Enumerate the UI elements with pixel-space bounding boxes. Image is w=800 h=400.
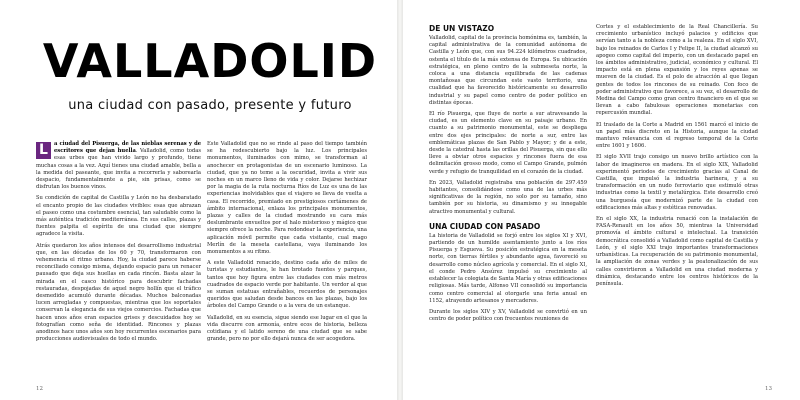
intro-paragraph [36,141,201,191]
section-heading: UNA CIUDAD CON PASADO [429,221,541,231]
lead-text: a ciudad del Pisuerga, de las nieblas serenas y de escritores que dejan huella [54,141,201,155]
page-number: 12 [36,386,43,392]
paragraph: Cortes y el establecimiento de la Real Chancillería. Su crecimiento urbanístico incluyó palacios y edificios que servían tanto a la nobleza como a la realeza. En el siglo XVI, bajo los reinados de Carlos I y Felipe II, la ciudad alcanzó su apogeo como capital del imperio, con un destacado papel en los ámbitos administrativo, judicial, económico y cultural. El impacto está en plena expansión y los reyes apenas se mueven de la ciudad. Es el polo de atracción al que llegan gentes de todos los rincones de su reinado. Con foco de poder administrativo que favorece, a su vez, el desarrollo de Medina del Campo como gran centro financiero en el que se llevan a cabo fabulosas operaciones monetarias con repercusión mundial. [596,24,758,117]
paragraph: El traslado de la Corte a Madrid en 1561 marcó el inicio de un papel más discreto en la Historia, aunque la ciudad mantuvo relevancia con el regreso temporal de la Corte entre 1601 y 1606. [596,121,758,150]
section-heading: DE UN VISTAZO [429,24,495,33]
paragraph: El siglo XVII trajo consigo un nuevo brillo artístico con la labor de imagineros en madera. En el siglo XIX, Valladolid experimentó periodos de crecimiento gracias al Canal de Castilla, que impulsó la industria harinera, y a su transformación en un nudo ferroviario que estimuló otras industrias como la textil y metalúrgica. Este desarrollo creó una burguesía que modernizó parte de la ciudad con edificaciones más altas y estéticas renovadas. [596,154,758,211]
page-number: 13 [765,386,772,392]
paragraph: Valladolid, capital de la provincia homónima es, también, la capital administrativa de la comunidad autónoma de Castilla y León que, con sus 94.224 kilómetros cuadrados, ostenta el título de la más extensa de Europa. Su ubicación estratégica, en pleno centro de la submeseta norte, la coloca a una distancia equilibrada de las cadenas montañosas que circundan este vasto territorio, una cualidad que ha favorecido históricamente su desarrollo industrial y su papel como centro de poder político en distintas épocas. [429,35,587,106]
right-column-1 [429,24,587,327]
intro-text: . Valladolid, como todas esas urbes que han vivido largo y profundo, tiene muchas cosas a la vez. Aquí tienes una ciudad amable, bella a la medida del paseante, que invita a recorrerla y saborearla despacio, fundamentalmente a pie, sin prisas, como se disfrutan los buenos vinos. [36,148,201,191]
paragraph: A este Valladolid renacido, destino cada año de miles de turistas y estudiantes, le han brotado fuentes y parques, tantos que hoy figura entre las ciudades con más metros cuadrados de espacio verde por habitante. Un verdor al que se suman estatuas entrañables, recuerdos de personajes queridos que saludan desde bancos en las plazas, bajo los árboles del Campo Grande o a la vera de un estanque. [207,260,367,310]
paragraph: Atrás quedaron los años intensos del desarrollismo industrial que, en las décadas de los 60 y 70, transformaron con vehemencia el ritmo urbano. Hoy, la ciudad parece haberse reconciliado consigo misma, dejando espacio para un renacer pausado que deja sus huellas en cada rincón. Basta alzar la mirada en el casco histórico para descubrir fachadas restauradas, despojadas de aquel negro hollín que el tráfico desmedido acumuló durante décadas. Muchos balconadas lucen arregladas y compuestas, mientras que los soportales conservan la elegancia de sus viejos comercios. Fachadas que hacen unos años eran espacios grises y descuidados hoy se fotografían como seña de identidad. Rincones y plazas anodinos hace unos años son hoy recurrentes escenarios para producciones audiovisuales de todo el mundo. [36,242,201,343]
paragraph: Durante los siglos XIV y XV, Valladolid se convirtió en un centro de poder político con frecuentes reuniones de [429,308,587,323]
page-title: VALLADOLID [42,34,378,88]
page-subtitle: una ciudad con pasado, presente y futuro [68,98,352,113]
paragraph: El río Pisuerga, que fluye de norte a sur atravesando la ciudad, es un elemento clave en su paisaje urbano. En cuanto a su patrimonio monumental, este se despliega entre dos ejes principales: de norte a sur, entre las emblemáticas plazas de San Pablo y Mayor; y de a este, desde la catedral hasta las orillas del Pisuerga, sin que ello lleve a obviar otros espacios y rincones fuera de esa delimitación grosso modo, como el Campo Grande, pulmón verde y refugio de tranquilidad en el corazón de la ciudad. [429,111,587,175]
paragraph: En el siglo XX, la industria renació con la instalación de FASA-Renault en los años 50, mientras la Universidad promovía el ámbito cultural e intelectual. La transición democrática consolidó a Valladolid como capital de Castilla y León, y el siglo XXI trajo importantes transformaciones urbanísticas. La recuperación de su patrimonio monumental, la ampliación de zonas verdes y la peatonalización de sus calles convirtieron a Valladolid en una ciudad moderna y dinámica, destacando entre los centros históricos de la península. [596,216,758,287]
paragraph: Este Valladolid que no se rinde al paso del tiempo también se ha redescubierto bajo la luz. Los principales monumentos, iluminados con mimo, se transforman al anochecer en protagonistas de un escenario luminoso. La ciudad, que ya no teme a la oscuridad, invita a vivir sus noches en un marco lleno de vida y color. Dejarse hechizar por la magia de la ruta nocturna Ríos de Luz es una de las experiencias inolvidables que el viajero se lleva de vuelta a casa. El recorrido, premiado en prestigiosos certámenes de ámbito internacional, enlaza los principales monumentos, plazas y calles de la ciudad mostrando su cara más deslumbrante envueltos por el halo misterioso y mágico que siempre ofrece la noche. Para redondear la experiencia, una aplicación móvil permite que cada visitante, cual mago Merlín de la meseta castellana, vaya iluminando los monumentos a su ritmo. [207,141,367,256]
left-column-1 [36,141,201,347]
drop-cap: L [36,142,51,159]
left-page [0,0,397,400]
right-page [403,0,800,400]
left-column-2 [207,141,367,347]
paragraph: La historia de Valladolid se forjó entre los siglos XI y XVI, partiendo de un humilde asentamiento junto a los ríos Pisuerga y Esgueva. Su posición estratégica en la meseta norte, con tierras fértiles y abundante agua, favoreció su desarrollo como núcleo agrícola y comercial. En el siglo XI, el conde Pedro Ansúrez impulsó su crecimiento al establecer la colegiata de Santa María y otras edificaciones religiosas. Más tarde, Alfonso VII consolidó su importancia como centro comercial al otorgarle una feria anual en 1152, atrayendo artesanos y mercaderes. [429,232,587,304]
paragraph: En 2023, Valladolid registraba una población de 297.459 habitantes, consolidándose como una de las urbes más significativas de la región, no solo por su tamaño, sino también por su historia, su dinamismo y su innegable atractivo monumental y cultural. [429,179,587,215]
right-column-2 [596,24,758,292]
paragraph: Su condición de capital de Castilla y León no ha desbaratado el encanto propio de las ciudades vivibles: esas que abrazan el paseo como una costumbre esencial, tan saludable como la más auténtica tradición mediterránea. En sus calles, plazas y fuentes palpita el espíritu de una ciudad que siempre agradece la visita. [36,195,201,238]
paragraph: Valladolid, en su esencia, sigue siendo ese lugar en el que la vida discurre con armonía, entre ecos de historia, belleza cotidiana y el latido sereno de una ciudad que se sabe grande, pero no por ello dejará nunca de ser acogedora. [207,314,367,343]
